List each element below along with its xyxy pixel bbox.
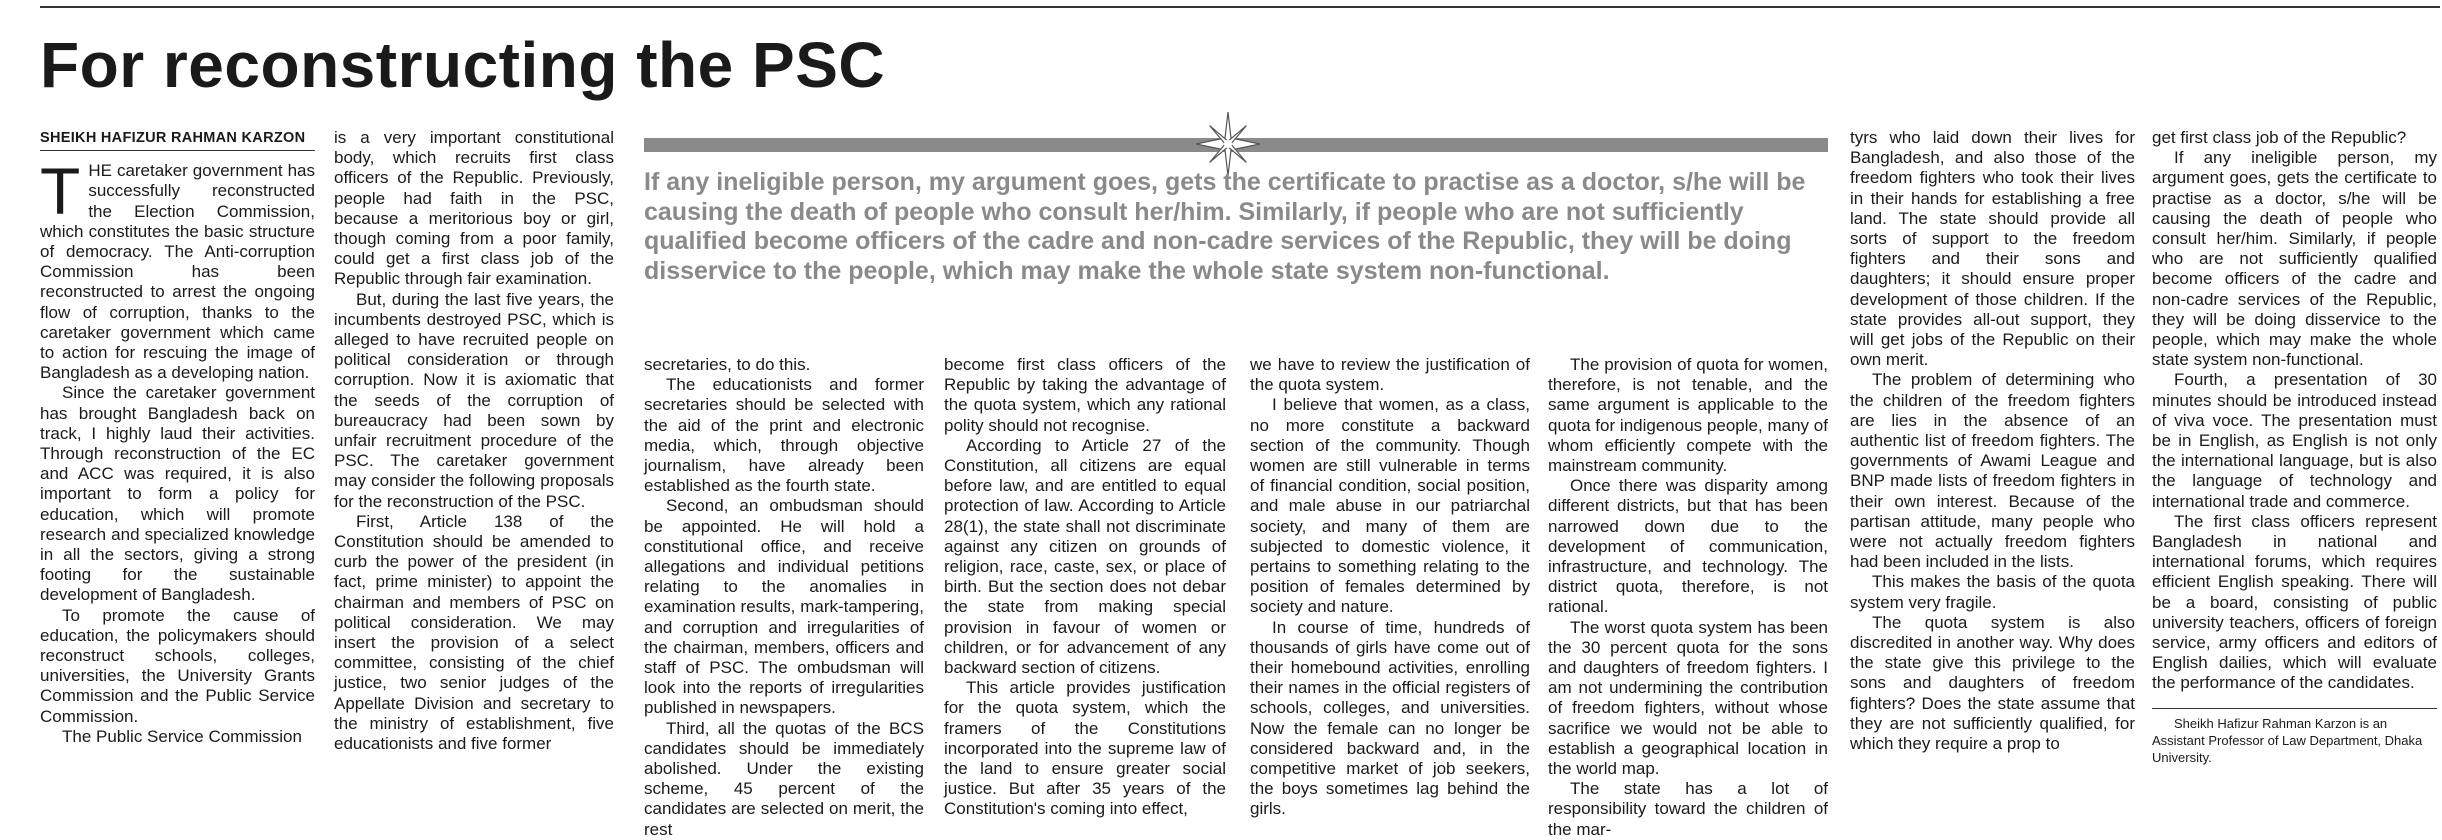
pullquote: If any ineligible person, my argument goes, gets the certificate to practise as a doctor, s/he will be causing the death of people who consult her/him. Similarly, if people who are not sufficiently qualified become officers of the cadre and non-cadre services of the Republic, they will be doing disservice to the people, which may make the whole state system non-functional. <box>644 168 1806 285</box>
paragraph: get first class job of the Republic? <box>2152 128 2407 147</box>
paragraph: I believe that women, as a class, no more constitute a backward section of the community. Though women are still vulnerable in terms of financial condition, social position, and male abuse in our patriarchal society, and many of them are subjected to domestic violence, it pertains to something relating to the position of females determined by society and nature. <box>1250 395 1530 617</box>
paragraph: The problem of determining who the children of the freedom fighters are lies in the absence of an authentic list of freedom fighters. The governments of Awami League and BNP made lists of freedom fighters in their own interest. Because of the partisan attitude, many people who were not actually freedom fighters had been included in the lists. <box>1850 370 2135 572</box>
paragraph: Second, an ombudsman should be appointed. He will hold a constitutional office, and receive allegations and individual petitions relating to the anomalies in examination results, mark-tampering, and corruption and irregularities of the chairman, members, officers and staff of PSC. The ombudsman will look into the reports of irregularities published in newspapers. <box>644 496 924 718</box>
paragraph: This article provides justification for the quota system, which the framers of the Constitutions incorporated into the supreme law of the land to ensure greater social justice. But after 35 years of the Constitution's coming into effect, <box>944 678 1226 819</box>
paragraph: Once there was disparity among different districts, but that has been narrowed down due to the development of communication, infrastructure, and technology. The district quota, therefore, is not rational. <box>1548 476 1828 617</box>
column-8 <box>2152 128 2437 766</box>
paragraph-text: HE caretaker government has successfully reconstructed the Election Commission, which constitutes the basic structure of democracy. The Anti-corruption Commission has been reconstructed to arrest the ongoing flow of corruption, thanks to the caretaker government which came to action for rescuing the image of Bangladesh as a developing nation. <box>40 161 315 383</box>
column-7 <box>1850 128 2135 754</box>
author-bio: Sheikh Hafizur Rahman Karzon is an Assistant Professor of Law Department, Dhaka University. <box>2152 715 2423 765</box>
column-2 <box>334 128 614 754</box>
paragraph: Fourth, a presentation of 30 minutes should be introduced instead of viva voce. The presentation must be in English, as English is not only the international language, but is also the language of technology and international trade and commerce. <box>2152 370 2437 511</box>
paragraph: But, during the last five years, the incumbents destroyed PSC, which is alleged to have recruited people on political consideration or through corruption. Now it is axiomatic that the seeds of the corruption of bureaucracy had been sown by unfair recruitment procedure of the PSC. The caretaker government may consider the following proposals for the reconstruction of the PSC. <box>334 289 614 511</box>
paragraph: The quota system is also discredited in another way. Why does the state give this privilege to the sons and daughters of freedom fighters? Does the state assume that they are not sufficiently qualified, for which they require a prop to <box>1850 612 2135 754</box>
paragraph: Since the caretaker government has brought Bangladesh back on track, I highly laud their activities. Through reconstruction of the EC and ACC was required, it is also important to form a policy for education, which will promote research and specialized knowledge in all the sectors, giving a strong footing for the sustainable development of Bangladesh. <box>40 383 315 605</box>
paragraph: we have to review the justification of the quota system. <box>1250 355 1530 395</box>
paragraph: secretaries, to do this. <box>644 355 811 374</box>
lead-paragraph <box>40 154 315 383</box>
column-1 <box>40 128 315 747</box>
paragraph: If any ineligible person, my argument goes, gets the certificate to practise as a doctor, s/he will be causing the death of people who consult her/him. Similarly, if people who are not sufficiently qualified become officers of the cadre and non-cadre services of the Republic, they will be doing disservice to the people, which may make the whole state system non-functional. <box>2152 148 2437 370</box>
paragraph: First, Article 138 of the Constitution should be amended to curb the power of the president (in fact, prime minister) to appoint the chairman and members of PSC on political consideration. We may insert the provision of a select committee, consisting of the chief justice, two senior judges of the Appellate Division and secretary to the ministry of establishment, five educationists and five former <box>334 511 614 754</box>
column-4 <box>944 355 1226 820</box>
paragraph: The Public Service Commission <box>62 726 302 746</box>
paragraph: Third, all the quotas of the BCS candidates should be immediately abolished. Under the existing scheme, 45 percent of the candidates are selected on merit, the rest <box>644 718 924 839</box>
starburst-icon <box>1196 112 1260 176</box>
paragraph: In course of time, hundreds of thousands of girls have come out of their homebound activities, enrolling their names in the official registers of schools, colleges, and universities. Now the female can no longer be considered backward and, in the competitive market of job seekers, the boys sometimes lag behind the girls. <box>1250 617 1530 819</box>
column-5 <box>1250 355 1530 820</box>
paragraph: become first class officers of the Republic by taking the advantage of the quota system, which any rational polity should not recognise. <box>944 355 1226 435</box>
paragraph: The worst quota system has been the 30 percent quota for the sons and daughters of freedom fighters. I am not undermining the contribution of freedom fighters, without whose sacrifice we would not be able to establish a geographical location in the world map. <box>1548 617 1828 779</box>
drop-cap: T <box>40 154 81 229</box>
paragraph: tyrs who laid down their lives for Bangladesh, and also those of the freedom fighters who took their lives in their hands for establishing a free land. The state should provide all sorts of support to the freedom fighters and their sons and daughters; it should ensure proper development of those children. If the state provides all-out support, they will get jobs of the Republic on their own merit. <box>1850 128 2135 370</box>
paragraph: The provision of quota for women, therefore, is not tenable, and the same argument is applicable to the quota for indigenous people, many of whom efficiently compete with the mainstream community. <box>1548 355 1828 476</box>
headline: For reconstructing the PSC <box>40 29 886 101</box>
paragraph: The first class officers represent Bangladesh in national and international forums, which requires efficient English speaking. There will be a board, consisting of public university teachers, officers of foreign service, army officers and editors of English dailies, which will evaluate the performance of the candidates. <box>2152 511 2437 693</box>
paragraph: is a very important constitutional body, which recruits first class officers of the Republic. Previously, people had faith in the PSC, because a meritorious boy or girl, though coming from a poor family, could get a first class job of the Republic through fair examination. <box>334 128 614 289</box>
paragraph: To promote the cause of education, the policymakers should reconstruct schools, colleges, universities, the University Grants Commission and the Public Service Commission. <box>40 605 315 726</box>
top-rule <box>40 6 2440 8</box>
author-bio-rule <box>2152 708 2437 766</box>
column-3 <box>644 355 924 840</box>
paragraph: The educationists and former secretaries should be selected with the aid of the print and electronic media, which, through objective journalism, have already been established as the fourth state. <box>644 375 924 496</box>
column-6 <box>1548 355 1828 840</box>
byline: SHEIKH HAFIZUR RAHMAN KARZON <box>40 128 315 151</box>
paragraph: The state has a lot of responsibility toward the children of the mar- <box>1548 779 1828 839</box>
paragraph: This makes the basis of the quota system very fragile. <box>1850 572 2135 612</box>
paragraph: According to Article 27 of the Constitution, all citizens are equal before law, and are entitled to equal protection of law. According to Article 28(1), the state shall not discriminate against any citizen on grounds of religion, race, caste, sex, or place of birth. But the section does not debar the state from making special provision in favour of women or children, or for advancement of any backward section of citizens. <box>944 435 1226 678</box>
